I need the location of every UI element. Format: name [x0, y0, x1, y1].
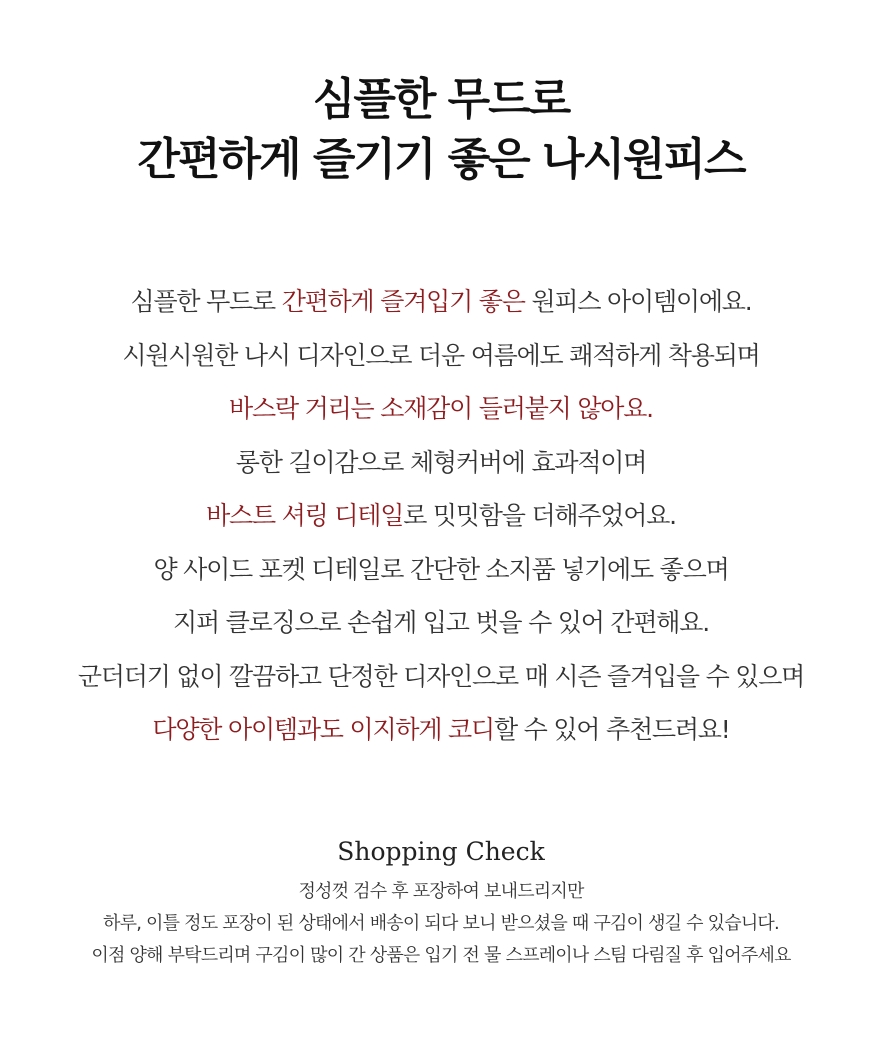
headline-line-2: 간편하게 즐기기 좋은 나시원피스	[137, 134, 745, 185]
description-line-2: 시원시원한 나시 디자인으로 더운 여름에도 쾌적하게 착용되며	[122, 340, 760, 370]
description-line-1-pre: 심플한 무드로	[130, 287, 282, 316]
description-line-9-accent: 다양한 아이템과도 이지하게 코디	[152, 715, 494, 744]
description-line-5-accent: 바스트 셔링 디테일	[206, 501, 404, 530]
description-line-6: 양 사이드 포켓 디테일로 간단한 소지품 넣기에도 좋으며	[153, 554, 729, 584]
description-line-9-post: 할 수 있어 추천드려요!	[493, 715, 730, 744]
description-line-5	[0, 489, 882, 543]
description-line-5-post: 로 밋밋함을 더해주었어요.	[403, 501, 676, 530]
description-line-1	[0, 275, 882, 329]
description-line-9	[0, 703, 882, 757]
description-line-4: 롱한 길이감으로 체형커버에 효과적이며	[235, 447, 647, 477]
shopping-check-line-3: 이점 양해 부탁드리며 구김이 많이 간 상품은 입기 전 물 스프레이나 스팀 다림질 후 입어주세요	[91, 945, 791, 966]
headline	[0, 70, 882, 190]
shopping-check-title: Shopping Check	[337, 837, 545, 866]
description-line-1-post: 원피스 아이템이에요.	[524, 287, 752, 316]
shopping-check-notice	[0, 876, 882, 972]
description-line-1-accent: 간편하게 즐겨입기 좋은	[281, 287, 525, 316]
headline-line-1: 심플한 무드로	[312, 74, 570, 125]
description-line-8: 군더더기 없이 깔끔하고 단정한 디자인으로 매 시즌 즐겨입을 수 있으며	[77, 661, 805, 691]
shopping-check-line-2: 하루, 이틀 정도 포장이 된 상태에서 배송이 되다 보니 받으셨을 때 구김이 생길 수 있습니다.	[103, 913, 779, 934]
shopping-check-line-1: 정성껏 검수 후 포장하여 보내드리지만	[298, 881, 584, 902]
description-line-3: 바스락 거리는 소재감이 들러붙지 않아요.	[229, 394, 653, 423]
description-line-7: 지퍼 클로징으로 손쉽게 입고 벗을 수 있어 간편해요.	[173, 608, 709, 637]
description-block	[0, 275, 882, 757]
